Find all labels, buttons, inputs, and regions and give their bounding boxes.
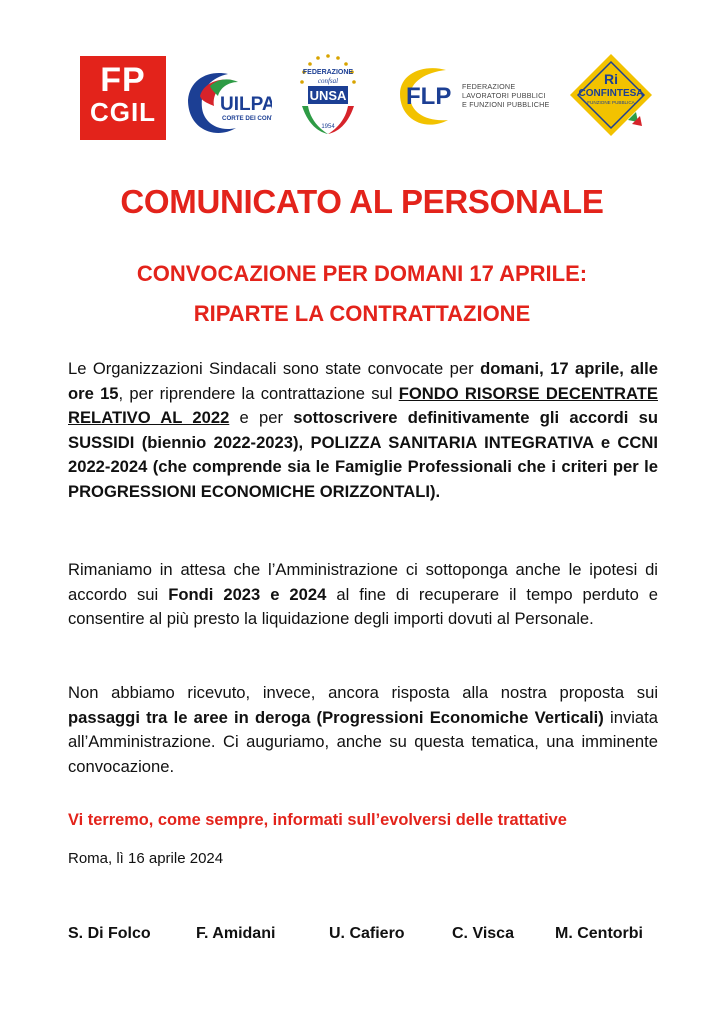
unsa-logo-name: UNSA: [309, 88, 347, 103]
signatures: [68, 925, 660, 949]
p3-text-1: Non abbiamo ricevuto, invece, ancora risposta alla nostra proposta sui: [68, 683, 658, 702]
p2-bold-funds: Fondi 2023 e 2024: [168, 584, 327, 604]
flp-logo-line2: LAVORATORI PUBBLICI: [462, 91, 546, 100]
p1-bold-date: domani, 17 aprile, alle ore 15: [68, 359, 658, 403]
confintesa-emblem-icon: [566, 50, 656, 140]
p1-text-2: , per riprendere la contrattazione sul: [118, 383, 399, 403]
svg-text:Ri: Ri: [604, 71, 618, 87]
fp-cgil-logo: [80, 56, 166, 140]
page-title: COMUNICATO AL PERSONALE: [120, 183, 604, 220]
p2-text-2: al fine di recuperare il tempo perduto e consentire al più presto la liquidazione degli importi dovuti al Personale.: [68, 584, 659, 628]
page-subtitle: [0, 254, 724, 334]
confintesa-logo-name: CONFINTESA: [578, 88, 644, 99]
closing-statement: Vi terremo, come sempre, informati sull’evolversi delle trattative: [68, 811, 567, 829]
signature-4: C. Visca: [452, 925, 514, 942]
signature-5: M. Centorbi: [555, 925, 643, 942]
paragraph-progressions: [68, 681, 658, 779]
unsa-emblem-icon: [288, 50, 368, 140]
p3-bold-progressions: passaggi tra le aree in deroga (Progressioni Economiche Verticali): [68, 707, 604, 727]
uilpa-logo-subtitle: CORTE DEI CONTI: [222, 115, 272, 122]
flp-logo-name: FLP: [406, 83, 452, 110]
confintesa-logo: [566, 50, 656, 140]
logos-header: [78, 50, 658, 140]
p1-underlined-fund: FONDO RISORSE DECENTRATE RELATIVO AL 2022: [68, 383, 658, 427]
paragraph-convocation: [68, 357, 658, 504]
flp-logo-line1: FEDERAZIONE: [462, 82, 516, 91]
p1-text-3: e per: [229, 408, 294, 427]
subtitle-line1: CONVOCAZIONE PER DOMANI 17 APRILE:: [136, 261, 588, 286]
unsa-logo-top: FEDERAZIONE: [302, 69, 354, 76]
flp-logo-line3: E FUNZIONI PUBBLICHE: [462, 100, 550, 109]
signature-3: U. Cafiero: [329, 925, 405, 942]
signature-1: S. Di Folco: [68, 925, 151, 942]
confintesa-logo-subtitle: FUNZIONE PUBBLICA: [587, 100, 635, 105]
p3-text-2: inviata all’Amministrazione. Ci auguriamo, anche su questa tematica, una imminente convocazione.: [68, 707, 659, 776]
unsa-logo-middle: confsal: [317, 77, 339, 85]
place-date: Roma, lì 16 aprile 2024: [68, 850, 224, 867]
subtitle-line2: RIPARTE LA CONTRATTAZIONE: [193, 301, 531, 326]
signature-2: F. Amidani: [196, 925, 276, 942]
flp-logo: [396, 60, 548, 130]
uilpa-emblem-icon: [180, 60, 272, 140]
flp-logo-text: [462, 82, 552, 109]
fp-cgil-logo-line2: CGIL: [89, 97, 157, 127]
uilpa-logo: [180, 60, 272, 140]
unsa-logo-year: 1954: [321, 124, 335, 130]
flp-emblem-icon: [396, 60, 462, 130]
fp-cgil-logo-line1: FP: [100, 61, 146, 99]
unsa-logo: [288, 50, 368, 140]
uilpa-logo-name: UILPA: [220, 94, 272, 115]
p1-bold-agreements: sottoscrivere definitivamente gli accordi su SUSSIDI (biennio 2022-2023), POLIZZA SANITARIA INTEGRATIVA e CCNI 2022-2024 (che comprende sia le Famiglie Professionali che i criteri per le PROGRESSIONI ECONOMICHE ORIZZONTALI).: [68, 408, 659, 501]
p1-text-1: Le Organizzazioni Sindacali sono state convocate per: [68, 359, 481, 378]
p2-text-1: Rimaniamo in attesa che l’Amministrazione ci sottoponga anche le ipotesi di accordo sui: [68, 560, 658, 604]
paragraph-funds: [68, 558, 658, 632]
